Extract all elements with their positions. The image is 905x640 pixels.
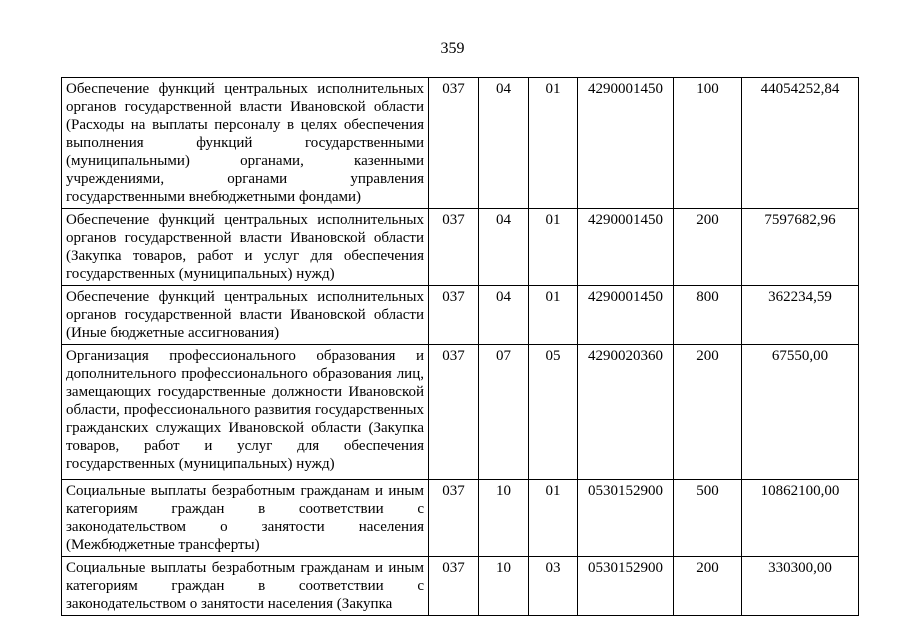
grbs-code-cell: 037 (429, 345, 479, 480)
grbs-code-cell: 037 (429, 286, 479, 345)
subsection-code-cell: 01 (529, 286, 578, 345)
expense-name-cell: Обеспечение функций центральных исполнительных органов государственной власти Ивановской области (Иные бюджетные ассигнования) (62, 286, 429, 345)
grbs-code-cell: 037 (429, 78, 479, 209)
expense-name-cell: Социальные выплаты безработным гражданам и иным категориям граждан в соответствии с законодательством о занятости населения (Закупка (62, 557, 429, 616)
target-item-code-cell: 4290001450 (578, 78, 674, 209)
subsection-code-cell: 01 (529, 78, 578, 209)
table-row (62, 480, 859, 557)
expense-type-code-cell: 500 (674, 480, 742, 557)
table-row (62, 286, 859, 345)
section-code-cell: 10 (479, 557, 529, 616)
expense-type-code-cell: 200 (674, 557, 742, 616)
target-item-code-cell: 0530152900 (578, 557, 674, 616)
amount-cell: 44054252,84 (742, 78, 859, 209)
section-code-cell: 04 (479, 78, 529, 209)
section-code-cell: 10 (479, 480, 529, 557)
expense-type-code-cell: 100 (674, 78, 742, 209)
amount-cell: 67550,00 (742, 345, 859, 480)
amount-cell: 7597682,96 (742, 209, 859, 286)
subsection-code-cell: 01 (529, 480, 578, 557)
section-code-cell: 04 (479, 286, 529, 345)
target-item-code-cell: 4290001450 (578, 286, 674, 345)
section-code-cell: 04 (479, 209, 529, 286)
grbs-code-cell: 037 (429, 557, 479, 616)
amount-cell: 10862100,00 (742, 480, 859, 557)
table-row (62, 345, 859, 480)
table-row (62, 557, 859, 616)
target-item-code-cell: 0530152900 (578, 480, 674, 557)
table-row (62, 209, 859, 286)
expense-type-code-cell: 800 (674, 286, 742, 345)
grbs-code-cell: 037 (429, 209, 479, 286)
expense-name-cell: Обеспечение функций центральных исполнительных органов государственной власти Ивановской области (Закупка товаров, работ и услуг для обеспечения государственных (муниципальных) нужд) (62, 209, 429, 286)
expense-name-cell: Социальные выплаты безработным гражданам и иным категориям граждан в соответствии с законодательством о занятости населения (Межбюджетные трансферты) (62, 480, 429, 557)
expense-name-cell: Обеспечение функций центральных исполнительных органов государственной власти Ивановской области (Расходы на выплаты персоналу в целях обеспечения выполнения функций государственными (муниципальными) органами, казенными учреждениями, органами управления государственными внебюджетными фондами) (62, 78, 429, 209)
subsection-code-cell: 01 (529, 209, 578, 286)
grbs-code-cell: 037 (429, 480, 479, 557)
target-item-code-cell: 4290001450 (578, 209, 674, 286)
section-code-cell: 07 (479, 345, 529, 480)
target-item-code-cell: 4290020360 (578, 345, 674, 480)
budget-table (61, 77, 859, 616)
page-number: 359 (440, 40, 465, 57)
expense-name-cell: Организация профессионального образования и дополнительного профессионального образования лиц, замещающих государственные должности Ивановской области, профессионального развития государственных гражданских служащих Ивановской области (Закупка товаров, работ и услуг для обеспечения государственных (муниципальных) нужд) (62, 345, 429, 480)
subsection-code-cell: 03 (529, 557, 578, 616)
expense-type-code-cell: 200 (674, 345, 742, 480)
expense-type-code-cell: 200 (674, 209, 742, 286)
amount-cell: 330300,00 (742, 557, 859, 616)
table-row (62, 78, 859, 209)
amount-cell: 362234,59 (742, 286, 859, 345)
subsection-code-cell: 05 (529, 345, 578, 480)
